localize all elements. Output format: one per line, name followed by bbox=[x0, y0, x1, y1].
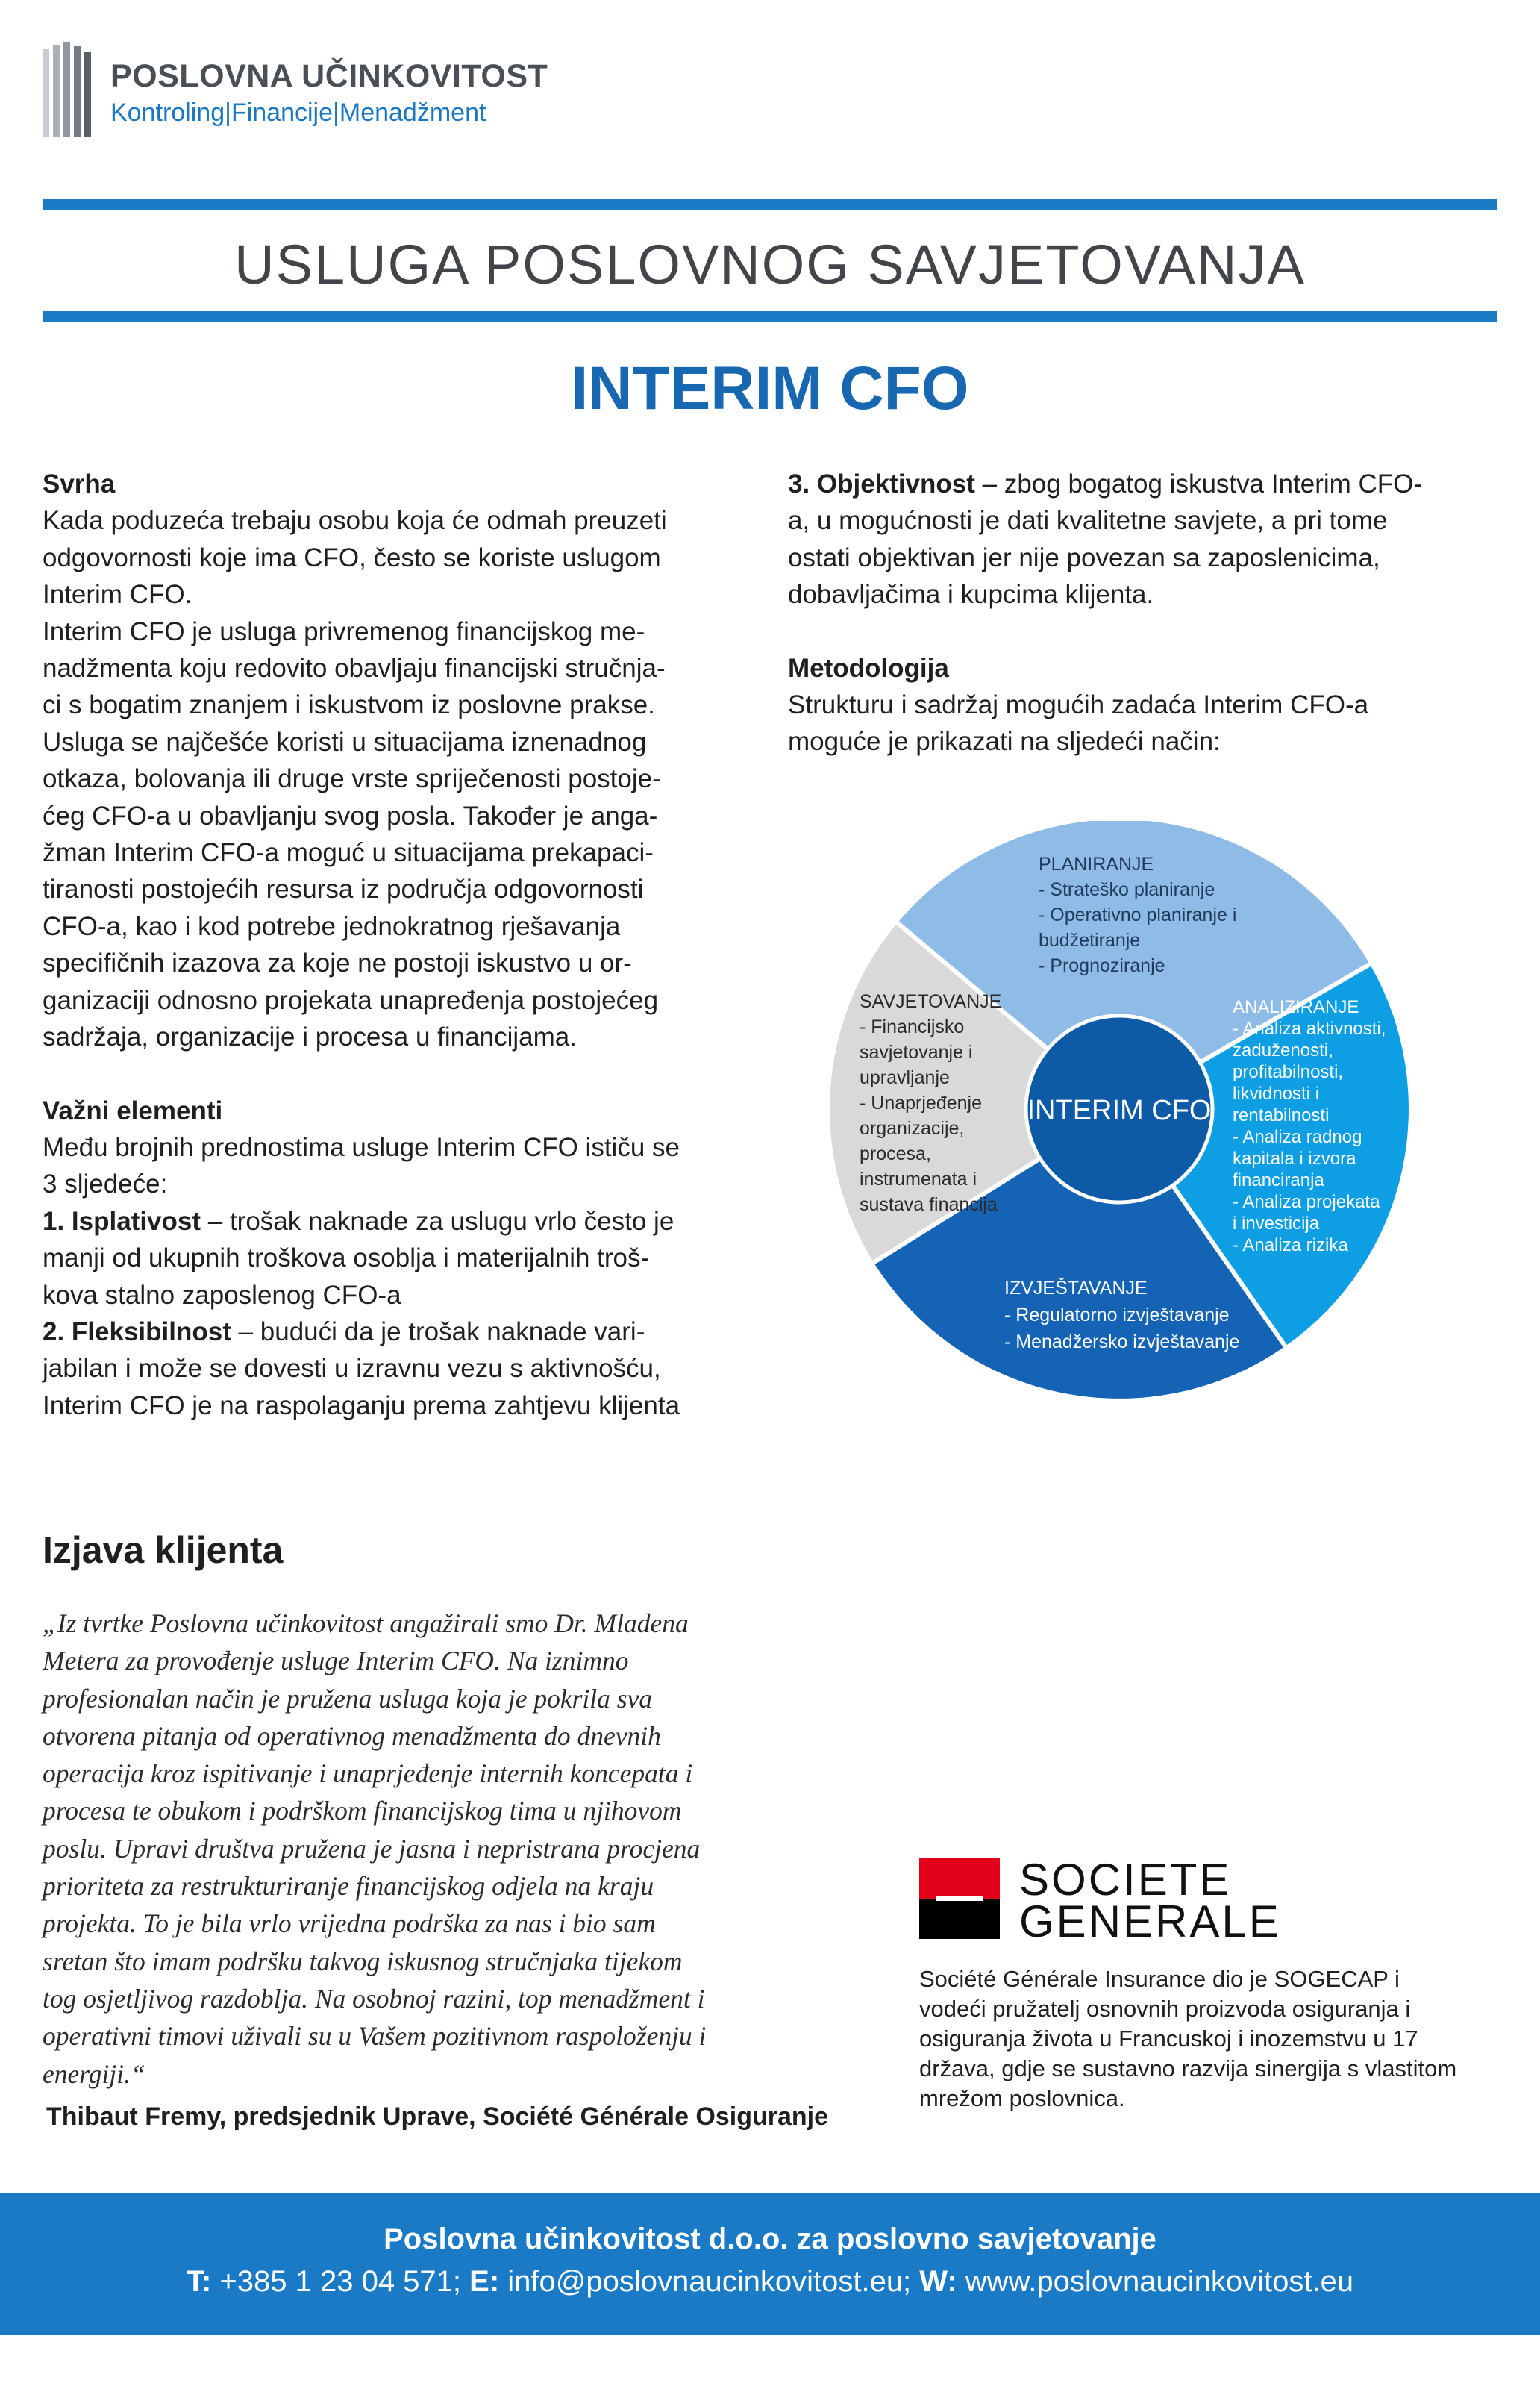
diagram-text-line: - Analiza radnog bbox=[1233, 1127, 1362, 1147]
footer-company: Poslovna učinkovitost d.o.o. za poslovno savjetovanje bbox=[384, 2223, 1156, 2255]
point3-line: dobavljačima i kupcima klijenta. bbox=[788, 580, 1154, 610]
diagram-text-line: upravljanje bbox=[860, 1067, 950, 1088]
sg-logo-red-square bbox=[919, 1858, 1000, 1899]
svrha-line: CFO-a, kao i kod potrebe jednokratnog rješavanja bbox=[43, 911, 621, 941]
web-link[interactable]: www.poslovnaucinkovitost.eu bbox=[957, 2265, 1354, 2298]
point1-first-text: – trošak naknade za uslugu vrlo često je bbox=[201, 1206, 674, 1236]
vazni-heading: Važni elementi bbox=[43, 1096, 223, 1125]
brand-sub-item: Menadžment bbox=[339, 99, 486, 127]
diagram-text-line: ANALIZIRANJE bbox=[1233, 997, 1359, 1017]
middle-rule bbox=[43, 311, 1497, 322]
vazni-text bbox=[43, 1129, 680, 1203]
sg-logo-line1: SOCIETE bbox=[1019, 1855, 1232, 1905]
point2-text bbox=[43, 1350, 680, 1424]
diagram-text-line: IZVJEŠTAVANJE bbox=[1004, 1278, 1148, 1299]
partner-description-line: osiguranja života u Francuskoj i inozemstvu u 17 bbox=[919, 2026, 1418, 2052]
diagram-text-line: - Menadžersko izvještavanje bbox=[1004, 1331, 1240, 1352]
quote-line: operativni timovi uživali su u Vašem pozitivnom raspoloženju i bbox=[43, 2021, 707, 2052]
point3-text bbox=[788, 502, 1422, 613]
main-title: INTERIM CFO bbox=[571, 355, 969, 422]
diagram-text-line: financiranja bbox=[1233, 1170, 1324, 1190]
diagram-text-line: rentabilnosti bbox=[1233, 1105, 1330, 1125]
svrha-line: ganizaciji odnosno projekata unapređenja postojećeg bbox=[43, 985, 659, 1015]
phone-number[interactable]: +385 1 23 04 571; bbox=[211, 2265, 470, 2298]
quote-line: Metera za provođenje usluge Interim CFO. Na iznimno bbox=[43, 1646, 629, 1676]
brand-sub-item: Kontroling bbox=[110, 99, 225, 127]
diagram-text-line: zaduženosti, bbox=[1233, 1040, 1333, 1061]
diagram-text-line: - Operativno planiranje i bbox=[1039, 905, 1237, 925]
top-rule bbox=[43, 199, 1497, 210]
svrha-line: Usluga se najčešće koristi u situacijama iznenadnog bbox=[43, 727, 647, 757]
quote-line: profesionalan način je pružena usluga koja je pokrila sva bbox=[43, 1683, 653, 1714]
brand-sub-separator: | bbox=[225, 99, 231, 127]
svrha-line: sadržaja, organizacije i procesa u financijama. bbox=[43, 1022, 577, 1052]
point1-first-line bbox=[43, 1203, 680, 1240]
svrha-line: odgovornosti koje ima CFO, često se koriste uslugom bbox=[43, 543, 661, 572]
partner-description-line: vodeći pružatelj osnovnih proizvoda osiguranja i bbox=[919, 1996, 1411, 2022]
diagram-text-line: instrumenata i bbox=[860, 1169, 977, 1190]
diagram-text-line: - Unaprjeđenje bbox=[860, 1093, 982, 1114]
quote-line: poslu. Upravi društva pružena je jasna i nepristrana procjena bbox=[43, 1833, 701, 1864]
point3-first-line bbox=[788, 466, 1422, 502]
email-link[interactable]: info@poslovnaucinkovitost.eu; bbox=[499, 2265, 920, 2298]
point3-line: ostati objektivan jer nije povezan sa zaposlenicima, bbox=[788, 543, 1380, 572]
diagram-text-line: procesa, bbox=[860, 1143, 931, 1164]
diagram-text-line: savjetovanje i bbox=[860, 1042, 973, 1063]
partner-description-line: država, gdje se sustavno razvija sinergija s vlastitom bbox=[919, 2055, 1457, 2081]
diagram-text-line: organizacije, bbox=[860, 1118, 965, 1139]
quote-line: prioriteta za restrukturiranje financijskog odjela na kraju bbox=[43, 1871, 654, 1902]
service-title: USLUGA POSLOVNOG SAVJETOVANJA bbox=[234, 234, 1306, 296]
svrha-text bbox=[43, 502, 680, 1055]
diagram-text-line: - Prognoziranje bbox=[1039, 955, 1165, 976]
point1-label: 1. Isplativost bbox=[43, 1206, 201, 1236]
email-label: E: bbox=[469, 2265, 500, 2298]
left-column bbox=[43, 466, 680, 1424]
metodologija-line: Strukturu i sadržaj mogućih zadaća Interim CFO-a bbox=[788, 690, 1369, 720]
diagram-text-line: - Strateško planiranje bbox=[1039, 879, 1215, 900]
testimonial-quote bbox=[43, 1605, 833, 2093]
diagram-text-line: i investicija bbox=[1233, 1214, 1320, 1234]
point2-first-line bbox=[43, 1314, 680, 1350]
point2-first-text: – budući da je trošak naknade vari- bbox=[231, 1317, 645, 1346]
diagram-text-line: - Analiza aktivnosti, bbox=[1233, 1019, 1386, 1039]
testimonial-heading: Izjava klijenta bbox=[43, 1529, 284, 1571]
diagram-text-line: SAVJETOVANJE bbox=[860, 991, 1002, 1012]
right-column bbox=[788, 466, 1422, 761]
quote-line: procesa te obukom i podrškom financijskog tima u njihovom bbox=[43, 1796, 682, 1826]
point3-line: a, u mogućnosti je dati kvalitetne savjete, a pri tome bbox=[788, 506, 1388, 536]
diagram-text-line: - Analiza rizika bbox=[1233, 1235, 1348, 1255]
point1-text bbox=[43, 1240, 680, 1314]
sg-logo-line2: GENERALE bbox=[1019, 1896, 1281, 1946]
brand-sub-item: Financije bbox=[231, 99, 334, 127]
quote-line: tog osjetljivog razdoblja. Na osobnoj razini, top menadžment i bbox=[43, 1983, 705, 2014]
societe-generale-logo bbox=[919, 1855, 1345, 1948]
sg-logo-white-bar bbox=[936, 1896, 983, 1901]
phone-label: T: bbox=[186, 2265, 212, 2298]
point2-label: 2. Fleksibilnost bbox=[43, 1317, 231, 1346]
logo-bars-icon bbox=[43, 42, 102, 139]
center-label: INTERIM CFO bbox=[1027, 1095, 1212, 1126]
svrha-line: ci s bogatim znanjem i iskustvom iz poslovne prakse. bbox=[43, 690, 655, 720]
svrha-line: Kada poduzeća trebaju osobu koja će odmah preuzeti bbox=[43, 506, 667, 536]
diagram-text-line: PLANIRANJE bbox=[1039, 854, 1154, 875]
point1-line: kova stalno zaposlenog CFO-a bbox=[43, 1280, 401, 1310]
metodologija-line: moguće je prikazati na sljedeći način: bbox=[788, 727, 1221, 757]
quote-line: sretan što imam podršku takvog iskusnog stručnjaka tijekom bbox=[43, 1946, 683, 1976]
svrha-line: specifičnih izazova za koje ne postoji iskustvo u or- bbox=[43, 949, 632, 978]
interim-cfo-diagram bbox=[813, 821, 1440, 1463]
quote-line: „Iz tvrtke Poslovna učinkovitost angažirali smo Dr. Mladena bbox=[43, 1608, 689, 1638]
footer-contacts bbox=[0, 2265, 1540, 2299]
metodologija-heading: Metodologija bbox=[788, 653, 949, 683]
testimonial-author: Thibaut Fremy, predsjednik Uprave, Société Générale Osiguranje bbox=[46, 2102, 829, 2131]
quote-line: otvorena pitanja od operativnog menadžmenta do dnevnih bbox=[43, 1720, 661, 1751]
quote-line: projekta. To je bila vrlo vrijedna podrška za nas i bio sam bbox=[43, 1908, 656, 1939]
brand-subtitle bbox=[110, 99, 486, 128]
diagram-text-line: - Financijsko bbox=[860, 1016, 965, 1037]
brand-sub-separator: | bbox=[333, 99, 339, 127]
point2-line: Interim CFO je na raspolaganju prema zahtjevu klijenta bbox=[43, 1390, 680, 1420]
svrha-line: žman Interim CFO-a moguć u situacijama prekapaci- bbox=[43, 838, 654, 868]
partner-description-line: Société Générale Insurance dio je SOGECAP i bbox=[919, 1966, 1400, 1992]
svrha-line: Interim CFO je usluga privremenog financijskog me- bbox=[43, 616, 645, 646]
vazni-line: 3 sljedeće: bbox=[43, 1169, 168, 1199]
quote-line: energiji.“ bbox=[43, 2058, 145, 2089]
svrha-line: otkaza, bolovanja ili druge vrste spriječenosti postoje- bbox=[43, 764, 661, 794]
metodologija-text bbox=[788, 687, 1422, 761]
point3-label: 3. Objektivnost bbox=[788, 469, 975, 499]
web-label: W: bbox=[919, 2265, 957, 2298]
svrha-heading: Svrha bbox=[43, 469, 116, 499]
svrha-line: tiranosti postojećih resursa iz područja odgovornosti bbox=[43, 875, 644, 905]
diagram-text-line: profitabilnosti, bbox=[1233, 1062, 1344, 1082]
point3-first-text: – zbog bogatog iskustva Interim CFO- bbox=[974, 469, 1423, 499]
svrha-line: Interim CFO. bbox=[43, 580, 192, 610]
diagram-text-line: likvidnosti i bbox=[1233, 1084, 1320, 1104]
svrha-line: ćeg CFO-a u obavljanju svog posla. Također je anga- bbox=[43, 801, 658, 831]
diagram-text-line: - Regulatorno izvještavanje bbox=[1004, 1305, 1230, 1325]
point2-line: jabilan i može se dovesti u izravnu vezu s aktivnošću, bbox=[43, 1354, 661, 1384]
partner-description bbox=[919, 1964, 1456, 2114]
partner-description-line: mrežom poslovnica. bbox=[919, 2085, 1125, 2111]
diagram-text-line: budžetiranje bbox=[1039, 930, 1141, 951]
sg-logo-black-square bbox=[919, 1899, 1000, 1939]
diagram-text-line: - Analiza projekata bbox=[1233, 1192, 1380, 1212]
quote-line: operacija kroz ispitivanje i unaprjeđenje internih koncepata i bbox=[43, 1758, 693, 1789]
brand-name: POSLOVNA UČINKOVITOST bbox=[110, 58, 548, 94]
svrha-line: nadžmenta koju redovito obavljaju financijski stručnja- bbox=[43, 654, 666, 684]
footer-bar bbox=[0, 2193, 1540, 2335]
vazni-line: Među brojnih prednostima usluge Interim CFO ističu se bbox=[43, 1132, 680, 1162]
point1-line: manji od ukupnih troškova osoblja i materijalnih troš- bbox=[43, 1243, 650, 1273]
diagram-text-line: kapitala i izvora bbox=[1233, 1149, 1356, 1169]
diagram-text-line: sustava financija bbox=[860, 1194, 998, 1215]
